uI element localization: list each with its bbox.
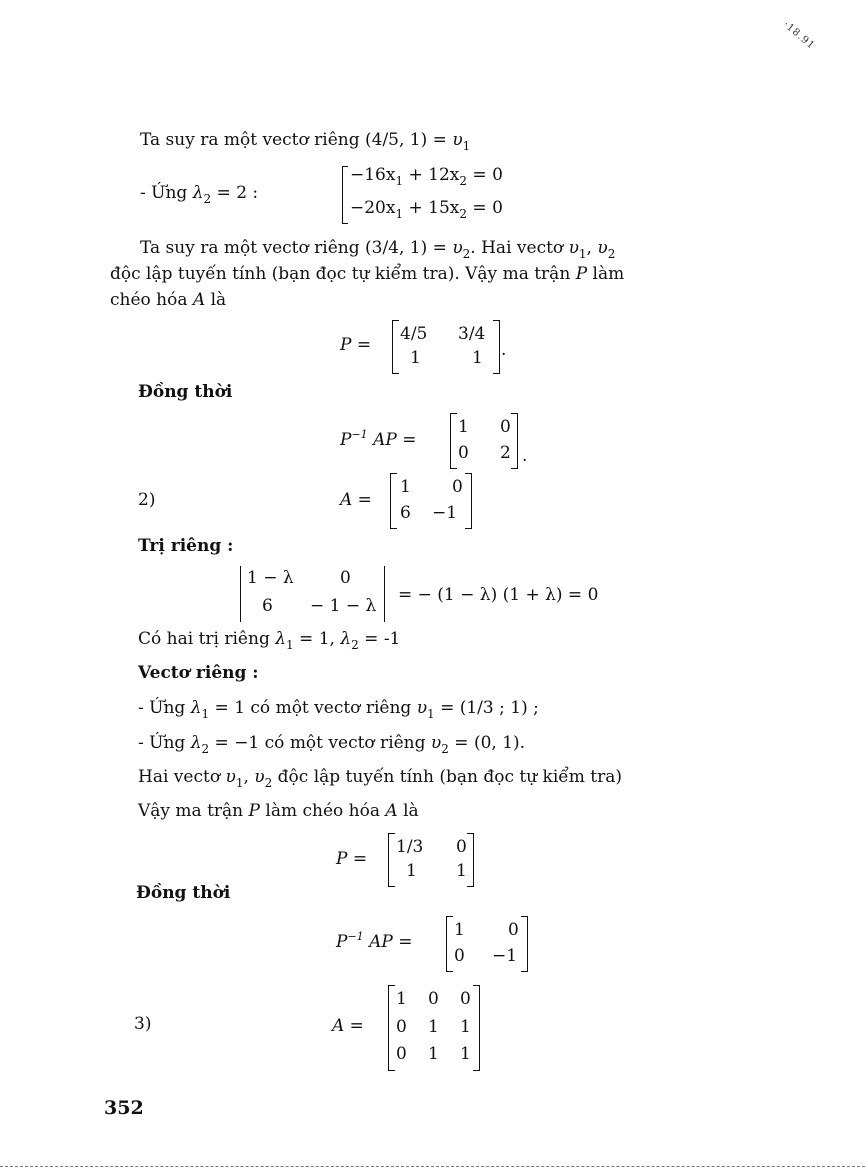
var-P: P	[336, 932, 348, 952]
two-eigenvalues-line	[138, 629, 401, 652]
text-run: Vậy ma trận	[138, 801, 249, 821]
vecto-rieng-heading: Vectơ riêng :	[138, 663, 259, 683]
text-run: chéo hóa	[110, 290, 193, 310]
part3-lhs: A =	[332, 1016, 364, 1036]
library-stamp: ·18.91	[780, 19, 817, 52]
var-v: υ	[568, 238, 579, 258]
matrix-cell: 1	[396, 989, 407, 1009]
left-bracket	[450, 413, 457, 469]
matrix-cell: 1	[428, 1044, 439, 1064]
matrix-cell: 0	[508, 920, 519, 940]
matrix-cell: 1/3	[396, 837, 424, 857]
subscript: 2	[459, 207, 468, 221]
right-bracket	[465, 473, 472, 529]
subscript: 2	[441, 742, 449, 756]
system-equation-1	[350, 165, 503, 188]
matrix-cell: −1	[492, 946, 518, 966]
det-cell: 0	[340, 568, 351, 588]
independence-line	[138, 767, 622, 790]
right-bracket	[467, 833, 474, 887]
left-bracket	[388, 985, 395, 1071]
matrix-cell: 1	[410, 348, 421, 368]
matrix-cell: 0	[500, 417, 511, 437]
paragraph-line-a	[140, 238, 616, 261]
text-run: = (0, 1).	[448, 733, 526, 753]
left-bracket	[390, 473, 397, 529]
subscript: 1	[235, 776, 244, 790]
dong-thoi-heading-2: Đồng thời	[136, 883, 231, 903]
left-bracket	[446, 916, 453, 972]
lambda-symbol: λ	[190, 698, 202, 718]
text-run: Có hai trị riêng	[138, 629, 276, 649]
text-run: làm chéo hóa	[259, 801, 386, 821]
term: −20x	[350, 198, 396, 218]
text-run: - Ứng	[138, 733, 191, 753]
matrix-P1-lhs: P =	[340, 335, 372, 355]
var-v: υ	[416, 698, 428, 718]
text-run: . Hai vectơ	[470, 238, 569, 258]
det-rhs: = − (1 − λ) (1 + λ) = 0	[398, 585, 599, 605]
diag2-lhs	[336, 932, 412, 952]
text-run: Hai vectơ	[138, 767, 226, 787]
text-run: làm	[587, 264, 625, 284]
matrix-cell: 0	[456, 837, 467, 857]
var-v: υ	[452, 238, 463, 258]
superscript: −1	[347, 930, 364, 943]
text-run: = 2 :	[211, 183, 259, 203]
part-3-label: 3)	[134, 1014, 152, 1034]
part-2-label: 2)	[138, 490, 156, 510]
case-lambda2-line	[138, 733, 526, 756]
det-right-bar	[384, 566, 385, 622]
term: + 12x	[403, 165, 460, 185]
subscript: 1	[286, 638, 294, 652]
lambda-symbol: λ	[275, 629, 287, 649]
lambda-symbol: λ	[190, 733, 202, 753]
text-run: ,	[586, 238, 598, 258]
system-brace	[342, 166, 343, 224]
subscript: 1	[201, 707, 210, 721]
matrix-cell: 1	[428, 1017, 439, 1037]
superscript: −1	[351, 428, 368, 441]
var-P: P	[340, 430, 352, 450]
text-run: Ta suy ra một vectơ riêng (3/4, 1) =	[140, 238, 453, 258]
right-bracket	[493, 320, 500, 374]
matrix-cell: 0	[396, 1017, 407, 1037]
det-cell: 1 − λ	[247, 568, 294, 588]
matrix-P2	[388, 833, 474, 887]
text-run: = 1 có một vectơ riêng	[209, 698, 417, 718]
term: −16x	[350, 165, 396, 185]
lambda-symbol: λ	[340, 629, 352, 649]
matrix-cell: 1	[460, 1017, 471, 1037]
paragraph-line-c	[110, 290, 226, 310]
matrix-cell: 1	[472, 348, 483, 368]
page-number: 352	[104, 1097, 144, 1119]
matrix-cell: 0	[458, 443, 469, 463]
term: = 0	[467, 165, 503, 185]
matrix-cell: 1	[454, 920, 465, 940]
term: + 15x	[403, 198, 460, 218]
matrix-cell: −1	[432, 503, 458, 523]
text-run: là	[397, 801, 419, 821]
text-run: ,	[243, 767, 255, 787]
term: = 0	[467, 198, 503, 218]
left-bracket	[392, 320, 399, 374]
subscript: 2	[462, 247, 471, 261]
text-run: - Ứng	[140, 183, 193, 203]
subscript: 2	[203, 192, 212, 206]
page-bottom-rule	[0, 1166, 865, 1167]
subscript: 1	[578, 247, 587, 261]
text-run: = 1,	[293, 629, 341, 649]
subscript: 1	[395, 174, 404, 188]
paragraph-line-b	[110, 264, 624, 284]
var-A: A	[192, 290, 206, 310]
case-lambda1-line	[138, 698, 539, 721]
text-run: AP =	[367, 430, 417, 450]
var-P: P	[248, 801, 260, 821]
text-run: độc lập tuyến tính (bạn đọc tự kiểm tra). Vậy ma trận	[110, 264, 576, 284]
var-v: υ	[597, 238, 608, 258]
text-run: = -1	[358, 629, 401, 649]
period: .	[501, 340, 507, 360]
subscript: 1	[395, 207, 404, 221]
matrix-cell: 2	[500, 443, 511, 463]
text-run: = −1 có một vectơ riêng	[209, 733, 431, 753]
text-run: - Ứng	[138, 698, 191, 718]
text-run: = (1/3 ; 1) ;	[434, 698, 539, 718]
subscript: 2	[607, 247, 616, 261]
matrix-cell: 1	[400, 477, 411, 497]
subscript: 2	[459, 174, 468, 188]
text-run: AP =	[363, 932, 413, 952]
matrix-P1	[392, 320, 500, 374]
var-A: A	[385, 801, 398, 821]
eigenvector-line-1	[140, 130, 471, 153]
matrix-cell: 4/5	[400, 324, 428, 344]
diag1-lhs	[340, 430, 416, 450]
matrix-cell: 1	[458, 417, 469, 437]
matrix-A3	[388, 985, 480, 1071]
matrix-cell: 0	[460, 989, 471, 1009]
part2-lhs: A =	[340, 490, 372, 510]
subscript: 2	[351, 638, 359, 652]
var-v: υ	[254, 767, 265, 787]
subscript: 2	[264, 776, 273, 790]
matrix-cell: 0	[396, 1044, 407, 1064]
subscript: 2	[201, 742, 210, 756]
matrix-cell: 0	[428, 989, 439, 1009]
var-v: υ	[452, 130, 463, 150]
matrix-cell: 3/4	[458, 324, 486, 344]
text-run: Ta suy ra một vectơ riêng (4/5, 1) =	[140, 130, 453, 150]
right-bracket	[473, 985, 480, 1071]
diagonalize-line	[138, 801, 419, 821]
tri-rieng-heading: Trị riêng :	[138, 536, 234, 556]
var-v: υ	[225, 767, 236, 787]
det-cell: 6	[262, 596, 273, 616]
matrix-cell: 6	[400, 503, 411, 523]
left-bracket	[388, 833, 395, 887]
matrix-cell: 0	[452, 477, 463, 497]
matrix-diag2	[446, 916, 528, 972]
matrix-cell: 0	[454, 946, 465, 966]
right-bracket	[521, 916, 528, 972]
matrix-P2-lhs: P =	[336, 849, 368, 869]
right-bracket	[511, 413, 518, 469]
period: .	[522, 446, 528, 466]
matrix-A2	[390, 473, 472, 529]
var-P: P	[575, 264, 588, 284]
lambda-symbol: λ	[192, 183, 204, 203]
matrix-cell: 1	[460, 1044, 471, 1064]
subscript: 1	[462, 139, 471, 153]
text-run: là	[205, 290, 227, 310]
subscript: 1	[427, 707, 435, 721]
matrix-cell: 1	[456, 861, 467, 881]
dong-thoi-heading-1: Đồng thời	[138, 382, 233, 402]
case-lambda2-label	[140, 183, 259, 206]
matrix-cell: 1	[406, 861, 417, 881]
det-left-bar	[240, 566, 241, 622]
text-run: độc lập tuyến tính (bạn đọc tự kiểm tra)	[272, 767, 622, 787]
system-equation-2	[350, 198, 503, 221]
matrix-diag1	[450, 413, 518, 469]
var-v: υ	[430, 733, 442, 753]
det-cell: − 1 − λ	[310, 596, 377, 616]
